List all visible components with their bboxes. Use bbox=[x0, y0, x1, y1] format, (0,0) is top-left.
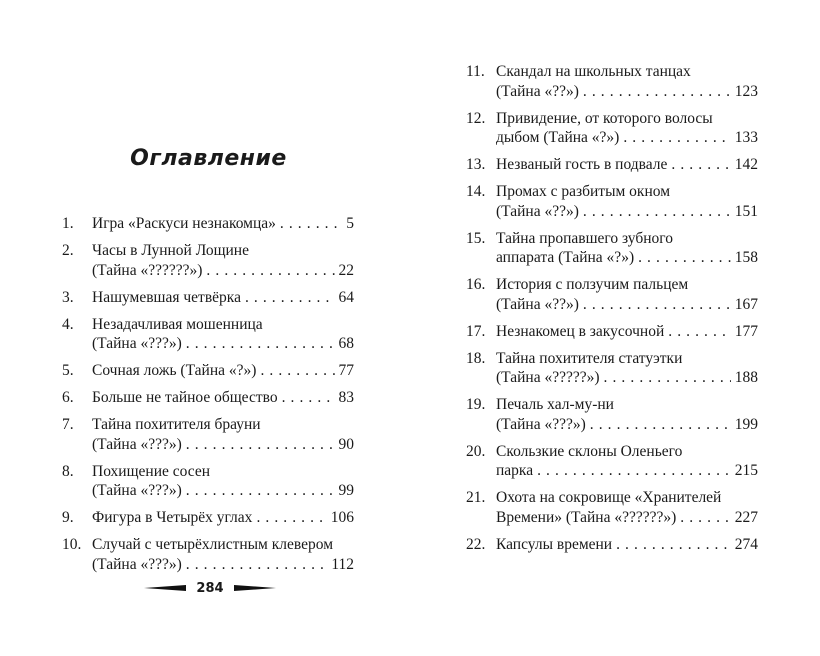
leader-dots bbox=[537, 461, 731, 481]
leader-dots bbox=[186, 555, 328, 575]
entry-page: 106 bbox=[330, 509, 354, 526]
leader-dots bbox=[638, 248, 731, 268]
toc-left-column bbox=[62, 214, 354, 582]
leader-dots bbox=[623, 128, 730, 148]
entry-page: 167 bbox=[734, 295, 758, 313]
leader-dots bbox=[260, 361, 334, 381]
entry-number: 20. bbox=[466, 442, 486, 460]
entry-number: 14. bbox=[466, 183, 486, 200]
page-footer bbox=[140, 578, 280, 598]
toc-entry[interactable] bbox=[62, 508, 354, 528]
leader-dots bbox=[590, 415, 731, 435]
entry-title: Фигура в Четырёх углах bbox=[92, 509, 253, 526]
entry-page: 22 bbox=[338, 261, 354, 279]
entry-title: Нашумевшая четвёрка bbox=[92, 288, 241, 306]
entry-title: (Тайна «??») bbox=[496, 82, 579, 100]
entry-number: 17. bbox=[466, 322, 486, 340]
leader-dots bbox=[256, 508, 326, 528]
entry-page: 112 bbox=[331, 555, 354, 573]
entry-number: 2. bbox=[62, 242, 74, 259]
entry-title: парка bbox=[496, 462, 534, 479]
entry-page: 123 bbox=[734, 82, 758, 100]
entry-title: (Тайна «??????») bbox=[92, 261, 203, 279]
entry-title-line: Незадачливая мошенница bbox=[92, 315, 263, 333]
entry-title-line: Часы в Лунной Лощине bbox=[92, 242, 249, 259]
entry-title-line: Тайна похитителя брауни bbox=[92, 416, 261, 433]
entry-title-line: Промах с разбитым окном bbox=[496, 183, 671, 200]
toc-entry[interactable] bbox=[62, 361, 354, 381]
entry-number: 18. bbox=[466, 349, 486, 367]
entry-number: 4. bbox=[62, 315, 74, 333]
entry-title: (Тайна «???») bbox=[92, 555, 182, 573]
toc-entry[interactable] bbox=[62, 462, 354, 501]
entry-page: 215 bbox=[734, 462, 758, 479]
toc-entry[interactable] bbox=[466, 488, 758, 527]
toc-entry[interactable] bbox=[466, 442, 758, 481]
entry-title-line: Тайна пропавшего зубного bbox=[496, 229, 674, 247]
entry-page: 227 bbox=[734, 508, 758, 526]
entry-number: 7. bbox=[62, 416, 74, 433]
toc-entry[interactable] bbox=[466, 535, 758, 555]
entry-title-line: Охота на сокровище «Хранителей bbox=[496, 489, 722, 506]
entry-title-line: Печаль хал-му-ни bbox=[496, 396, 614, 413]
entry-number: 19. bbox=[466, 396, 486, 413]
entry-title-line: Скользкие склоны Оленьего bbox=[496, 442, 683, 460]
entry-title-line: История с ползучим пальцем bbox=[496, 276, 689, 293]
toc-entry[interactable] bbox=[62, 315, 354, 354]
entry-number: 1. bbox=[62, 215, 74, 232]
toc-entry[interactable] bbox=[466, 109, 758, 148]
entry-page: 77 bbox=[338, 362, 354, 379]
entry-title: Времени» (Тайна «??????») bbox=[496, 508, 677, 526]
leader-dots bbox=[206, 261, 334, 281]
leader-dots bbox=[186, 435, 335, 455]
entry-page: 274 bbox=[734, 535, 758, 553]
entry-page: 90 bbox=[338, 435, 354, 453]
toc-entry[interactable] bbox=[62, 241, 354, 280]
page-number: 284 bbox=[196, 580, 224, 596]
entry-page: 158 bbox=[734, 249, 758, 266]
entry-page: 5 bbox=[346, 215, 354, 232]
right-wedge-ornament bbox=[234, 585, 276, 591]
entry-page: 142 bbox=[734, 156, 758, 173]
entry-number: 8. bbox=[62, 462, 74, 480]
entry-title: Капсулы времени bbox=[496, 535, 613, 553]
toc-entry[interactable] bbox=[62, 214, 354, 234]
entry-number: 3. bbox=[62, 288, 74, 306]
leader-dots bbox=[186, 481, 335, 501]
entry-title: Больше не тайное общество bbox=[92, 389, 278, 406]
entry-page: 199 bbox=[734, 415, 758, 433]
entry-number: 5. bbox=[62, 362, 74, 379]
entry-page: 188 bbox=[734, 369, 758, 386]
leader-dots bbox=[616, 535, 731, 555]
entry-title-line: Привидение, от которого волосы bbox=[496, 109, 713, 127]
entry-number: 11. bbox=[466, 63, 485, 80]
toc-entry[interactable] bbox=[62, 535, 354, 574]
leader-dots bbox=[186, 334, 335, 354]
entry-title: дыбом (Тайна «?») bbox=[496, 129, 620, 146]
toc-entry[interactable] bbox=[466, 155, 758, 175]
entry-number: 15. bbox=[466, 229, 486, 247]
entry-title-line: Похищение сосен bbox=[92, 462, 211, 480]
entry-title: (Тайна «?????») bbox=[496, 369, 600, 386]
entry-title: Сочная ложь (Тайна «?») bbox=[92, 362, 257, 379]
entry-title: (Тайна «???») bbox=[92, 335, 182, 352]
leader-dots bbox=[280, 214, 342, 234]
leader-dots bbox=[282, 388, 335, 408]
entry-title: (Тайна «???») bbox=[92, 482, 182, 499]
entry-number: 6. bbox=[62, 389, 74, 406]
entry-page: 133 bbox=[734, 129, 758, 146]
entry-number: 21. bbox=[466, 489, 486, 506]
entry-title: аппарата (Тайна «?») bbox=[496, 249, 635, 266]
entry-page: 99 bbox=[338, 482, 354, 499]
entry-number: 12. bbox=[466, 109, 486, 127]
entry-title: (Тайна «???») bbox=[92, 435, 182, 453]
entry-title-line: Случай с четырёхлистным клевером bbox=[92, 536, 334, 553]
toc-entry[interactable] bbox=[466, 229, 758, 268]
entry-page: 64 bbox=[338, 288, 354, 306]
left-wedge-ornament bbox=[144, 585, 186, 591]
entry-page: 83 bbox=[338, 389, 354, 406]
entry-number: 16. bbox=[466, 276, 486, 293]
toc-entry[interactable] bbox=[466, 62, 758, 101]
toc-right-column bbox=[466, 62, 758, 562]
toc-title: Оглавление bbox=[130, 146, 287, 171]
toc-entry[interactable] bbox=[466, 182, 758, 221]
entry-page: 177 bbox=[734, 322, 758, 340]
leader-dots bbox=[604, 368, 731, 388]
entry-title-line: Тайна похитителя статуэтки bbox=[496, 349, 683, 367]
leader-dots bbox=[668, 322, 731, 342]
entry-page: 68 bbox=[338, 335, 354, 352]
entry-title-line: Скандал на школьных танцах bbox=[496, 63, 691, 80]
leader-dots bbox=[583, 82, 731, 102]
entry-title: (Тайна «??») bbox=[496, 202, 579, 220]
toc-entry[interactable] bbox=[466, 322, 758, 342]
leader-dots bbox=[671, 155, 730, 175]
leader-dots bbox=[583, 202, 731, 222]
leader-dots bbox=[680, 508, 730, 528]
entry-number: 13. bbox=[466, 156, 486, 173]
toc-entry[interactable] bbox=[466, 275, 758, 314]
toc-entry[interactable] bbox=[62, 415, 354, 454]
leader-dots bbox=[245, 288, 335, 308]
entry-title: Игра «Раскуси незнакомца» bbox=[92, 215, 276, 232]
toc-entry[interactable] bbox=[62, 288, 354, 308]
toc-entry[interactable] bbox=[62, 388, 354, 408]
entry-title: Незнакомец в закусочной bbox=[496, 322, 665, 340]
entry-number: 22. bbox=[466, 535, 486, 553]
entry-number: 10. bbox=[62, 536, 82, 553]
leader-dots bbox=[583, 295, 731, 315]
entry-title: (Тайна «??») bbox=[496, 295, 579, 313]
entry-page: 151 bbox=[734, 202, 758, 220]
entry-title: Незваный гость в подвале bbox=[496, 156, 668, 173]
entry-title: (Тайна «???») bbox=[496, 415, 586, 433]
entry-number: 9. bbox=[62, 509, 74, 526]
toc-entry[interactable] bbox=[466, 395, 758, 434]
toc-entry[interactable] bbox=[466, 349, 758, 388]
